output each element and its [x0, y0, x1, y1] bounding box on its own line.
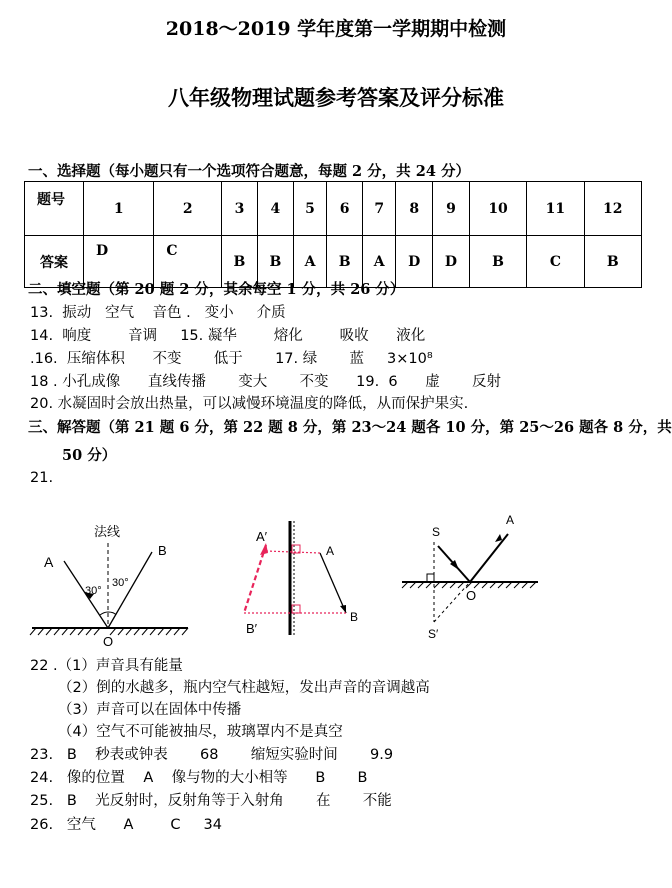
right-angle-mark	[427, 574, 434, 582]
label-a: A	[44, 554, 54, 570]
image-arrow	[260, 543, 268, 555]
label-a: A	[326, 544, 335, 558]
answer-line: 18 . 小孔成像 直线传播 变大 不变 19. 6 虚 反射	[30, 374, 502, 390]
number-cell: 8	[396, 182, 433, 236]
section2-heading: 二、填空题（第 20 题 2 分，其余每空 1 分，共 26 分）	[28, 281, 405, 298]
answer-line: 22 .（1）声音具有能量	[30, 658, 183, 674]
table-row-numbers	[25, 182, 642, 236]
answer-line: （2）倒的水越多，瓶内空气柱越短，发出声音的音调越高	[58, 680, 430, 696]
answer-table	[24, 181, 642, 288]
number-cell: 5	[293, 182, 326, 236]
answer-line: 13. 振动 空气 音色 . 变小 介质	[30, 305, 286, 321]
number-cell: 1	[84, 182, 154, 236]
question-21-label: 21.	[30, 470, 54, 486]
normal-label: 法线	[94, 524, 121, 539]
reflected-ray	[108, 552, 152, 628]
label-b-prime: B′	[246, 621, 258, 636]
number-cell: 9	[433, 182, 470, 236]
answer-line: （3）声音可以在固体中传播	[58, 702, 242, 718]
reflected-ray	[470, 534, 508, 582]
document-subtitle: 八年级物理试题参考答案及评分标准	[168, 85, 504, 110]
answer-line: .16. 压缩体积 不变 低于 17. 绿 蓝 3×10⁸	[30, 351, 433, 367]
object-ab	[320, 553, 346, 613]
label-b: B	[350, 610, 359, 624]
label-s: S	[432, 525, 441, 539]
answer-cell: B	[584, 236, 641, 288]
answer-cell: A	[293, 236, 326, 288]
label-a-prime: A′	[256, 529, 268, 544]
number-cell: 12	[584, 182, 641, 236]
answer-line: 24. 像的位置 A 像与物的大小相等 B B	[30, 770, 368, 786]
answer-line: （4）空气不可能被抽尽，玻璃罩内不是真空	[58, 724, 343, 740]
answer-cell: C	[527, 236, 584, 288]
reflection-diagram	[28, 515, 198, 650]
angle-arc-left	[100, 612, 108, 615]
answer-cell: C	[154, 236, 222, 288]
angle-arc-right	[108, 612, 116, 615]
number-cell: 11	[527, 182, 584, 236]
answer-cell: B	[257, 236, 293, 288]
number-cell: 7	[363, 182, 396, 236]
row-label-numbers: 题号	[25, 182, 84, 236]
answer-line: 25. B 光反射时，反射角等于入射角 在 不能	[30, 793, 392, 809]
document-title: 2018～2019 学年度第一学期期中检测	[165, 18, 507, 40]
label-b: B	[158, 543, 167, 558]
answer-line: 26. 空气 A C 34	[30, 817, 222, 833]
point-source-diagram	[398, 510, 548, 650]
answer-cell: B	[469, 236, 526, 288]
section3-heading-cont: 50 分）	[62, 447, 117, 464]
angle-label-right: 30°	[112, 577, 129, 589]
answer-cell: D	[396, 236, 433, 288]
section1-heading: 一、选择题（每小题只有一个选项符合题意，每题 2 分，共 24 分）	[28, 163, 470, 180]
section3-heading: 三、解答题（第 21 题 6 分，第 22 题 8 分，第 23～24 题各 10 分，第 25～26 题各 8 分，共	[28, 419, 672, 436]
answer-cell: D	[84, 236, 154, 288]
answer-line: 23. B 秒表或钟表 68 缩短实验时间 9.9	[30, 747, 394, 763]
label-s-prime: S′	[428, 627, 439, 641]
answer-cell: B	[222, 236, 258, 288]
mirror-image-diagram	[232, 515, 362, 645]
row-label-answers: 答案	[25, 236, 84, 288]
number-cell: 3	[222, 182, 258, 236]
right-angle-b	[292, 605, 300, 613]
answer-cell: A	[363, 236, 396, 288]
angle-label-left: 30°	[85, 585, 102, 597]
number-cell: 2	[154, 182, 222, 236]
answer-line: 20. 水凝固时会放出热量，可以减慢环境温度的降低，从而保护果实.	[30, 396, 469, 412]
label-o: O	[466, 588, 477, 603]
answer-cell: B	[327, 236, 363, 288]
number-cell: 4	[257, 182, 293, 236]
answer-cell: D	[433, 236, 470, 288]
label-o: O	[103, 634, 114, 649]
image-ab	[244, 545, 266, 613]
virtual-ray	[434, 582, 470, 622]
number-cell: 10	[469, 182, 526, 236]
label-a: A	[506, 513, 515, 527]
object-arrow	[340, 605, 346, 613]
reflected-arrow	[495, 534, 502, 542]
number-cell: 6	[327, 182, 363, 236]
answer-line: 14. 响度 音调 15. 凝华 熔化 吸收 液化	[30, 328, 426, 344]
